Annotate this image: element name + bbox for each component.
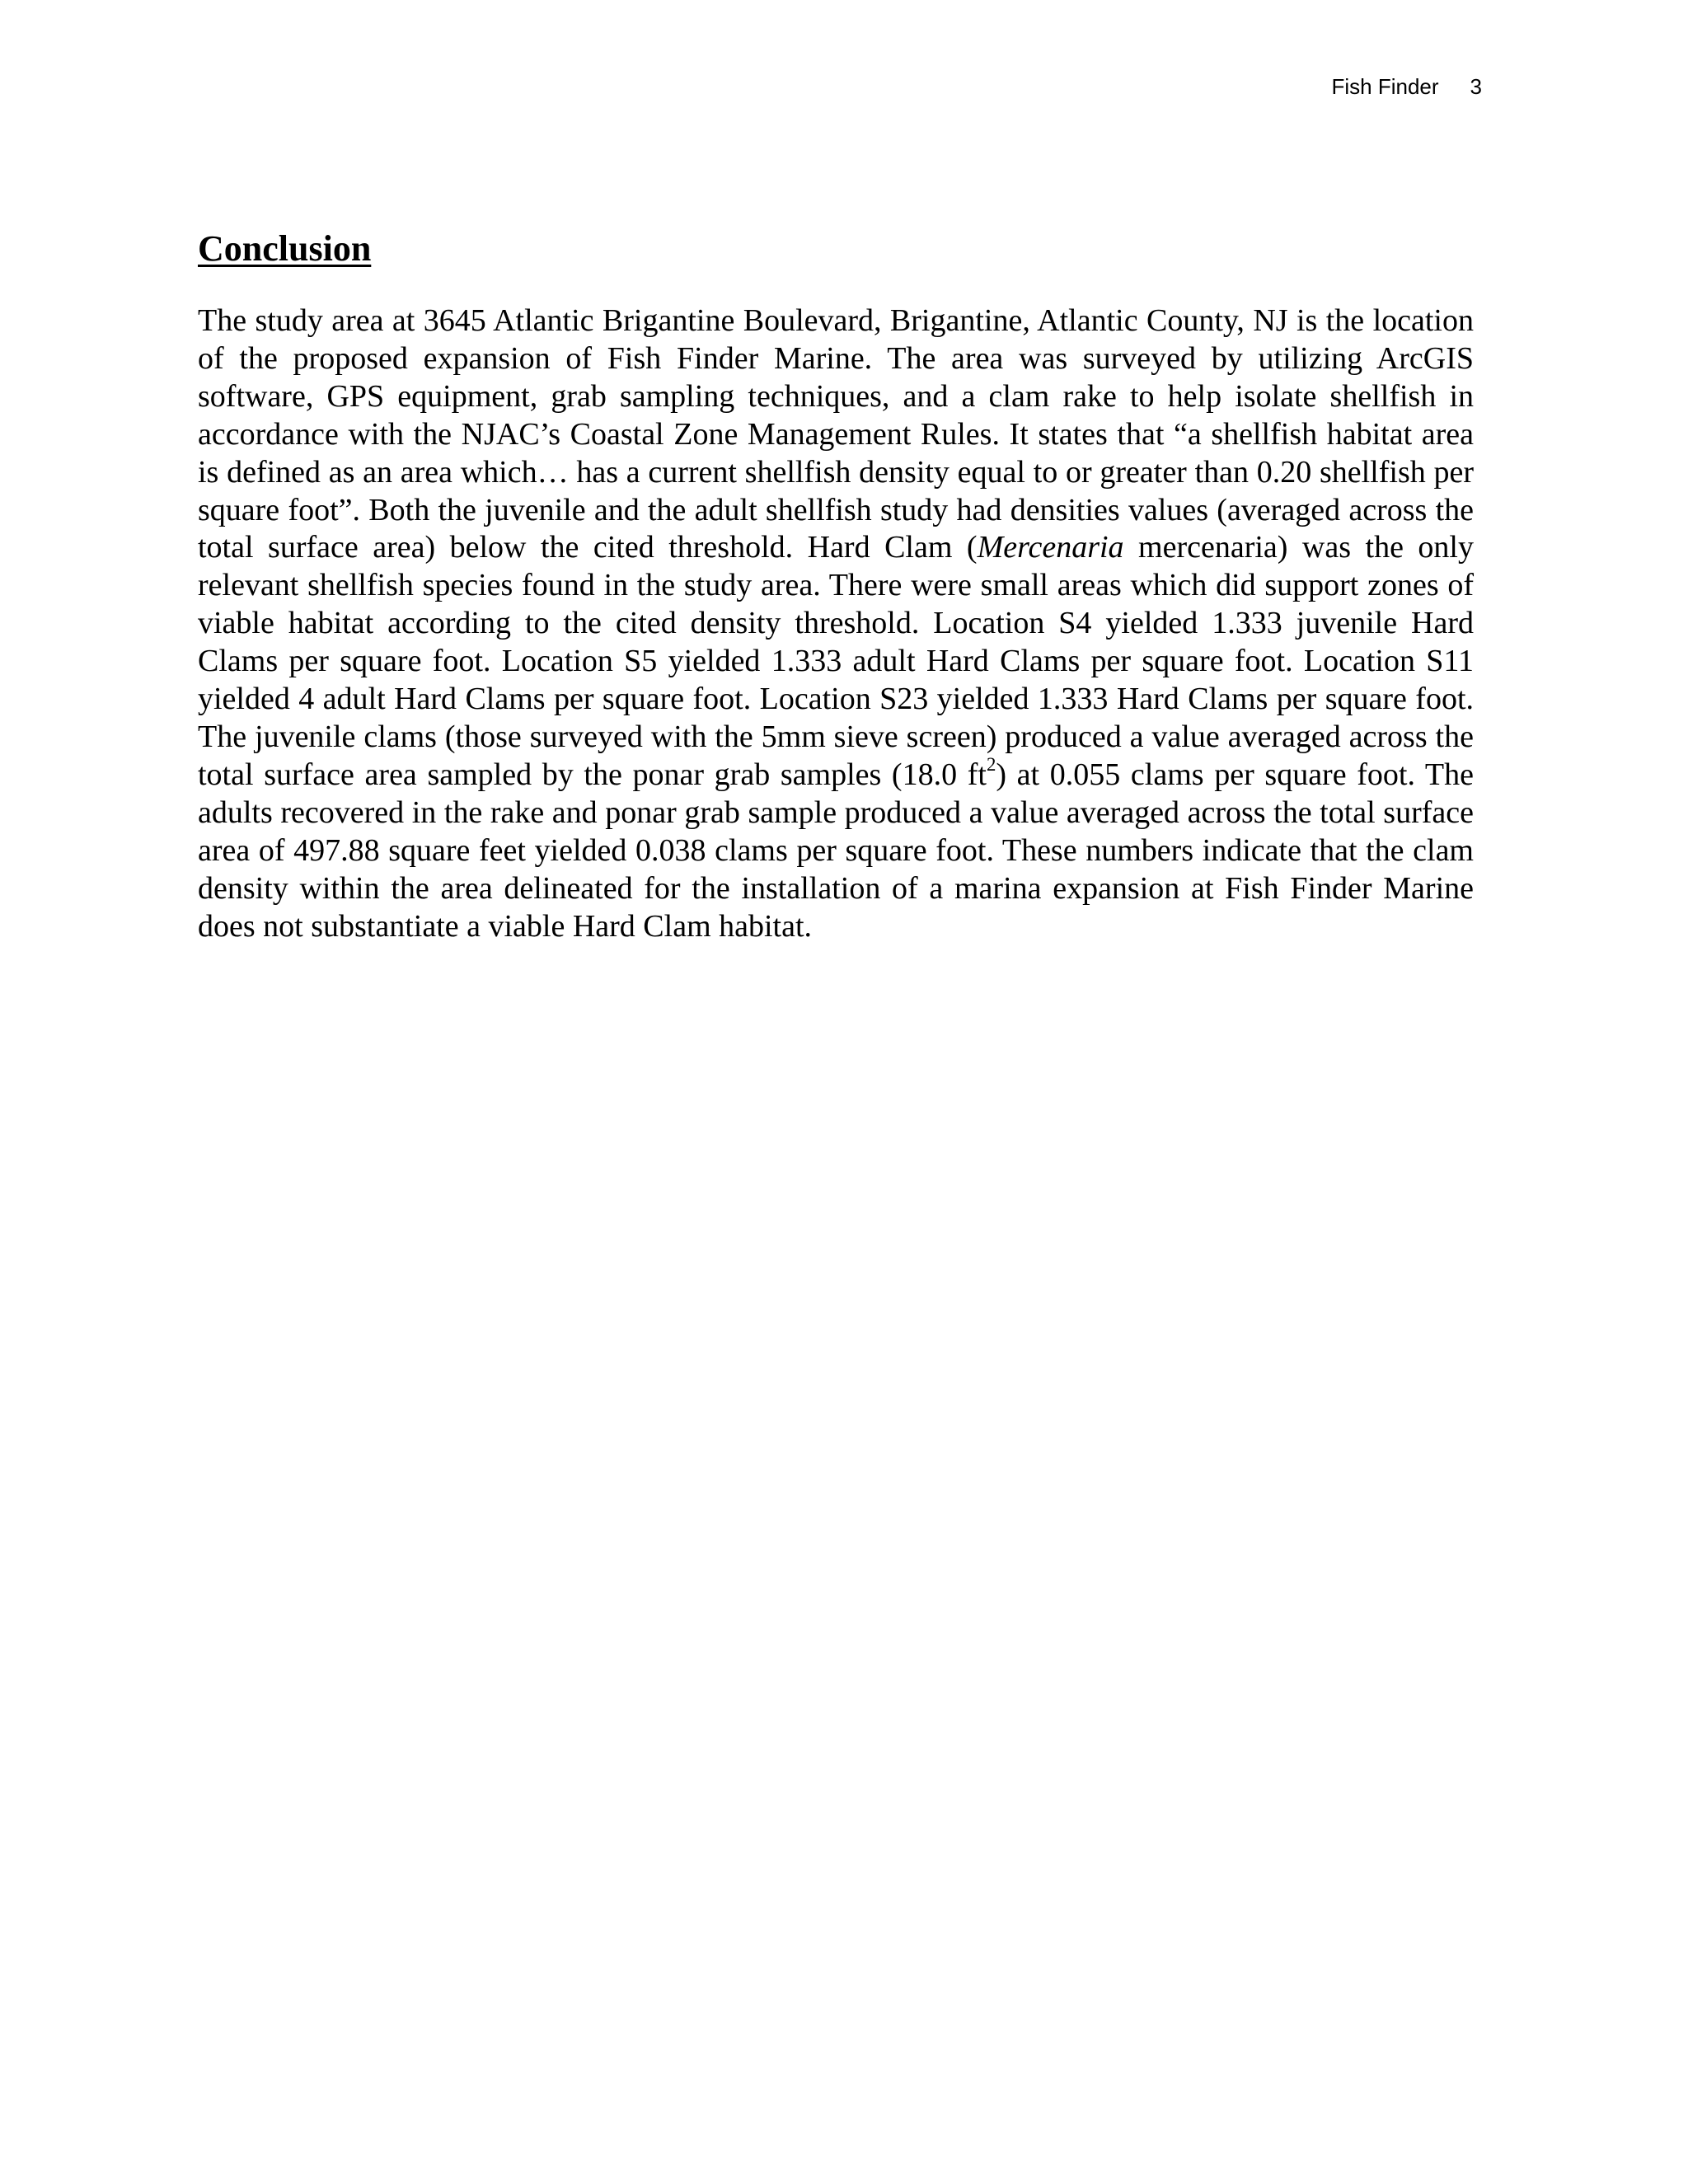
running-title: Fish Finder	[1331, 74, 1439, 99]
conclusion-paragraph	[198, 302, 1474, 945]
running-header	[1331, 73, 1482, 101]
document-body	[198, 227, 1474, 945]
paragraph-text-part-3: ) at 0.055 clams per square foot. The adults recovered in the rake and ponar grab sample produced a value averaged across the total surface area of 497.88 square feet yielded 0.038 clams per square foot. These numbers indicate that the clam density within the area delineated for the installation of a marina expansion at Fish Finder Marine does not substantiate a viable Hard Clam habitat.	[198, 757, 1474, 944]
section-heading: Conclusion	[198, 228, 372, 269]
species-genus-italic: Mercenaria	[977, 530, 1124, 565]
area-exponent: 2	[986, 753, 996, 775]
page-number: 3	[1470, 74, 1482, 99]
paragraph-text-part-1: The study area at 3645 Atlantic Brigantine Boulevard, Brigantine, Atlantic County, NJ is the location of the proposed expansion of Fish Finder Marine. The area was surveyed by utilizing ArcGIS software, GPS equipment, grab sampling techniques, and a clam rake to help isolate shellfish in accordance with the NJAC’s Coastal Zone Management Rules. It states that “a shellfish habitat area is defined as an area which… has a current shellfish density equal to or greater than 0.20 shellfish per square foot”. Both the juvenile and the adult shellfish study had densities values (averaged across the total surface area) below the cited threshold. Hard Clam (	[198, 303, 1474, 565]
paragraph-text-part-2: mercenaria) was the only relevant shellfish species found in the study area. There were small areas which did support zones of viable habitat according to the cited density threshold. Location S4 yielded 1.333 juvenile Hard Clams per square foot. Location S5 yielded 1.333 adult Hard Clams per square foot. Location S11 yielded 4 adult Hard Clams per square foot. Location S23 yielded 1.333 Hard Clams per square foot. The juvenile clams (those surveyed with the 5mm sieve screen) produced a value averaged across the total surface area sampled by the ponar grab samples (18.0 ft	[198, 530, 1474, 792]
